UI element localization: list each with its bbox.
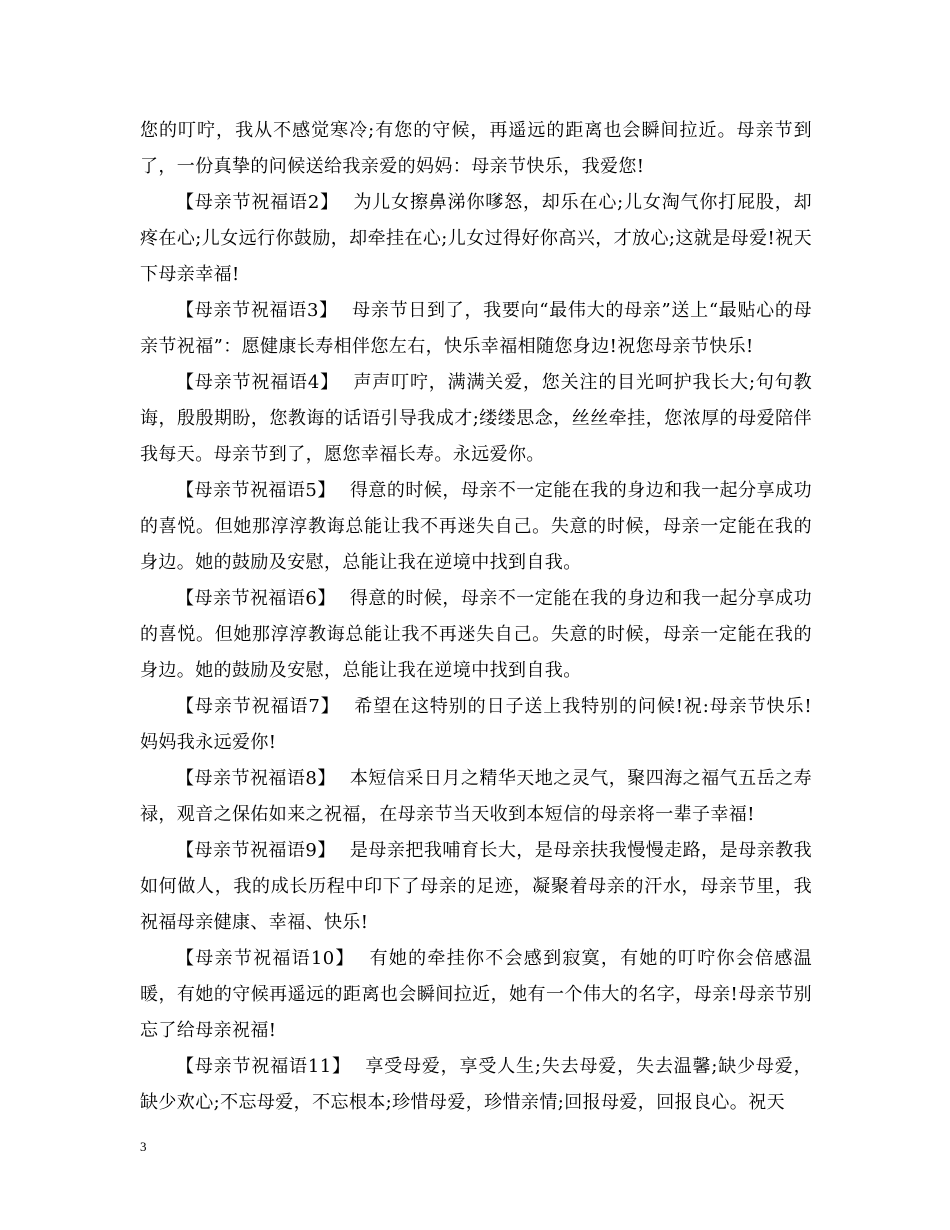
greeting-tag: 【母亲节祝福语4】 [176,372,339,393]
greeting-text: 得意的时候，母亲不一定能在我的身边和我一起分享成功的喜悦。但她那淳淳教诲总能让我不再迷失自己。失意的时候，母亲一定能在我的身边。她的鼓励及安慰，总能让我在逆境中找到自我。 [140,588,813,681]
document-body [140,113,812,1121]
lead-paragraph: 您的叮咛，我从不感觉寒冷;有您的守候，再遥远的距离也会瞬间拉近。母亲节到了，一份真挚的问候送给我亲爱的妈妈：母亲节快乐，我爱您! [140,120,812,177]
greeting-tag: 【母亲节祝福语6】 [176,588,336,609]
greeting-tag: 【母亲节祝福语2】 [176,192,339,213]
greeting-tag: 【母亲节祝福语5】 [176,480,336,501]
greeting-text: 希望在这特别的日子送上我特别的问候!祝:母亲节快乐!妈妈我永远爱你! [140,696,812,753]
greeting-text: 本短信采日月之精华天地之灵气，聚四海之福气五岳之寿禄，观音之保佑如来之祝福，在母亲节当天收到本短信的母亲将一辈子幸福! [140,768,813,825]
greeting-tag: 【母亲节祝福语10】 [176,948,355,969]
greeting-paragraph-7 [140,689,812,761]
greeting-tag: 【母亲节祝福语3】 [176,300,338,321]
greeting-text: 声声叮咛，满满关爱，您关注的目光呵护我长大;句句教诲，殷殷期盼，您教诲的话语引导我成才;缕缕思念，丝丝牵挂，您浓厚的母爱陪伴我每天。母亲节到了，愿您幸福长寿。永远爱你。 [140,372,812,465]
greeting-paragraph-5 [140,473,812,581]
greeting-tag: 【母亲节祝福语7】 [176,696,340,717]
greeting-paragraph-4 [140,365,812,473]
greeting-paragraph-10 [140,941,812,1049]
greeting-paragraph-2 [140,185,812,293]
greeting-paragraph-8 [140,761,812,833]
greeting-text: 有她的牵挂你不会感到寂寞，有她的叮咛你会倍感温暖，有她的守候再遥远的距离也会瞬间拉近，她有一个伟大的名字，母亲!母亲节别忘了给母亲祝福! [140,948,812,1041]
greeting-paragraph-9 [140,833,812,941]
greeting-text: 是母亲把我哺育长大，是母亲扶我慢慢走路，是母亲教我如何做人，我的成长历程中印下了母亲的足迹，凝聚着母亲的汗水，母亲节里，我祝福母亲健康、幸福、快乐! [140,840,813,933]
greeting-text: 享受母爱，享受人生;失去母爱，失去温馨;缺少母爱，缺少欢心;不忘母爱，不忘根本;珍惜母爱，珍惜亲情;回报母爱，回报良心。祝天 [140,1056,812,1113]
page-number: 3 [140,1139,147,1154]
greeting-text: 得意的时候，母亲不一定能在我的身边和我一起分享成功的喜悦。但她那淳淳教诲总能让我不再迷失自己。失意的时候，母亲一定能在我的身边。她的鼓励及安慰，总能让我在逆境中找到自我。 [140,480,813,573]
greeting-text: 为儿女擦鼻涕你嗲怒，却乐在心;儿女淘气你打屁股，却疼在心;儿女远行你鼓励，却牵挂在心;儿女过得好你高兴，才放心;这就是母爱!祝天下母亲幸福! [140,192,812,285]
greeting-tag: 【母亲节祝福语9】 [176,840,336,861]
greeting-tag: 【母亲节祝福语11】 [176,1056,351,1077]
greeting-text: 母亲节日到了，我要向“最伟大的母亲”送上“最贴心的母亲节祝福”：愿健康长寿相伴您左右，快乐幸福相随您身边!祝您母亲节快乐! [140,300,812,357]
greeting-paragraph-6 [140,581,812,689]
greeting-tag: 【母亲节祝福语8】 [176,768,336,789]
greeting-paragraph-3 [140,293,812,365]
greeting-paragraph-11 [140,1049,812,1121]
